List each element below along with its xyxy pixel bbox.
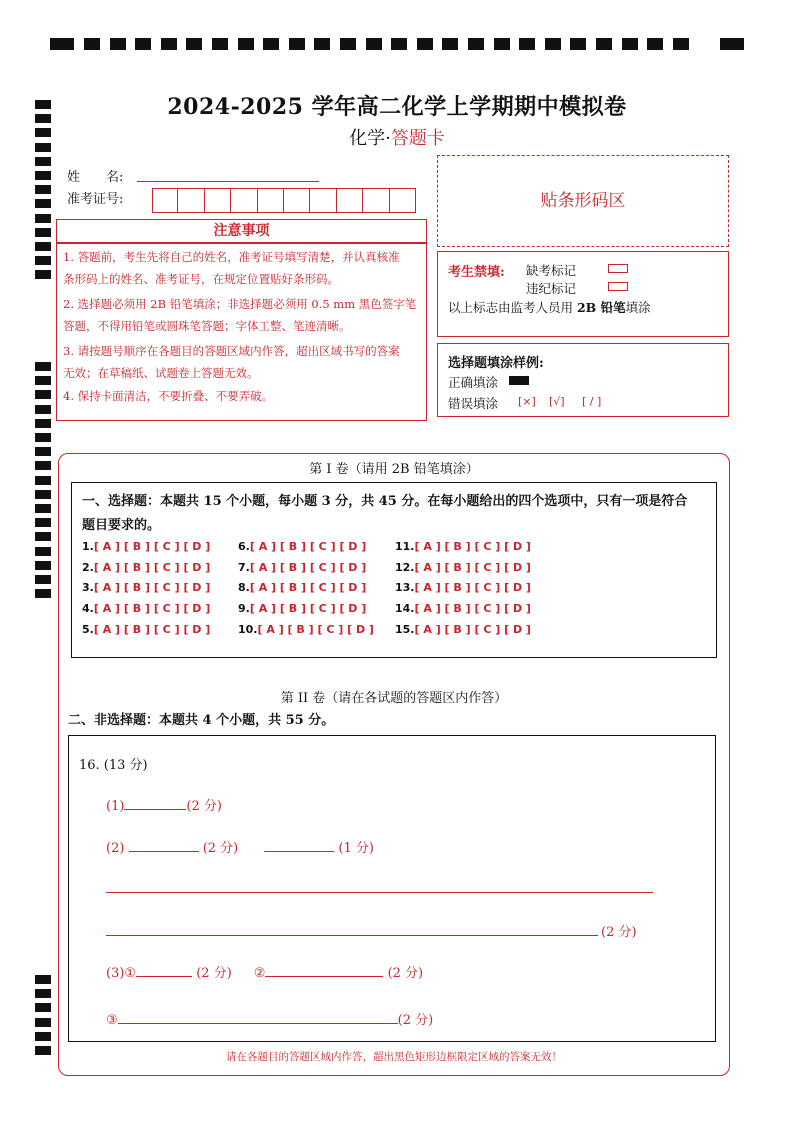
page-title: 2024-2025 学年高二化学上学期期中模拟卷 [167, 94, 627, 120]
timing-mark [35, 975, 51, 984]
timing-mark [570, 38, 586, 50]
q16-2-label: (2) [106, 841, 125, 856]
timing-mark [35, 199, 51, 208]
mc-options[interactable]: [ A ] [ B ] [ C ] [ D ] [414, 581, 531, 595]
timing-mark [35, 256, 51, 265]
exam-id-digit-box[interactable] [363, 188, 389, 213]
mc-options[interactable]: [ A ] [ B ] [ C ] [ D ] [93, 540, 211, 553]
timing-mark [340, 38, 356, 50]
mc-question-number: 7. [238, 560, 250, 574]
wrong-fill-mark-3: [ / ] [582, 395, 602, 408]
mc-options[interactable]: [ A ] [ B ] [ C ] [ D ] [257, 622, 374, 636]
mc-question-4[interactable] [82, 602, 210, 615]
q16-answer-3 [106, 962, 423, 981]
mc-question-number: 3. [82, 581, 94, 595]
timing-mark [35, 989, 51, 998]
notice-line: 1. 答题前，考生先将自己的姓名，准考证号填写清楚，并认真核准 [63, 250, 400, 264]
exam-id-digit-box[interactable] [390, 188, 416, 213]
wrong-fill-mark-1: [×] [518, 395, 536, 408]
top-timing-marks [50, 38, 744, 51]
timing-mark [391, 38, 407, 50]
q16-1-points: (2 分) [186, 799, 222, 814]
subtitle-card: 答题卡 [390, 128, 445, 149]
notice-line: 4. 保持卡面清洁，不要折叠、不要弄破。 [63, 389, 274, 403]
q16-3-blank-3[interactable] [118, 1011, 398, 1024]
part2-heading: 第 II 卷（请在各试题的答题区内作答） [280, 691, 508, 706]
barcode-label: 贴条形码区 [540, 191, 626, 211]
mc-options[interactable]: [ A ] [ B ] [ C ] [ D ] [414, 602, 531, 616]
q16-3-circle-3: ③ [106, 1013, 118, 1028]
exam-id-digit-box[interactable] [205, 188, 231, 213]
notice-box [56, 243, 427, 421]
correct-fill-mark [509, 376, 529, 385]
q16-3-blank-2[interactable] [265, 964, 383, 977]
timing-mark [35, 1018, 51, 1027]
timing-mark [238, 38, 254, 50]
q16-title: 16. (13 分) [79, 758, 148, 773]
mc-question-number: 14. [395, 602, 415, 616]
mc-options[interactable]: [ A ] [ B ] [ C ] [ D ] [249, 560, 367, 574]
mc-question-14[interactable] [395, 602, 531, 615]
timing-mark [161, 38, 177, 50]
violation-label: 违纪标记 [526, 281, 577, 296]
timing-mark [35, 561, 51, 570]
timing-mark [35, 532, 51, 541]
timing-mark [35, 376, 51, 385]
wrong-fill-mark-2: [√] [549, 395, 565, 408]
q16-2-points-a: (2 分) [202, 841, 239, 856]
name-label: 姓 名: [67, 170, 124, 185]
mc-question-number: 11. [395, 540, 415, 553]
wrong-fill-label: 错误填涂 [448, 396, 499, 411]
mc-question-5[interactable] [82, 623, 210, 636]
timing-mark [84, 38, 100, 50]
timing-mark [110, 38, 126, 50]
timing-mark [35, 1046, 51, 1055]
exam-id-digit-box[interactable] [337, 188, 363, 213]
q16-1-label: (1) [106, 799, 125, 814]
mc-question-number: 13. [395, 581, 415, 595]
mc-question-8[interactable] [238, 581, 366, 594]
timing-mark [35, 575, 51, 584]
mc-instruction-line2: 题目要求的。 [82, 518, 161, 533]
timing-mark [35, 242, 51, 251]
exam-id-digit-box[interactable] [258, 188, 284, 213]
prohibited-box [437, 251, 729, 337]
timing-mark [622, 38, 638, 50]
timing-mark [596, 38, 612, 50]
exam-id-digit-box[interactable] [178, 188, 204, 213]
timing-mark [35, 504, 51, 513]
notice-heading: 注意事项 [56, 219, 427, 243]
timing-mark [442, 38, 458, 50]
mc-question-10[interactable] [238, 623, 374, 636]
mc-options[interactable]: [ A ] [ B ] [ C ] [ D ] [414, 540, 531, 553]
footer-warning: 请在各题目的答题区域内作答，超出黑色矩形边框限定区域的答案无效！ [226, 1051, 562, 1063]
notice-line: 无效；在草稿纸、试题卷上答题无效。 [63, 366, 259, 380]
q16-answer-4 [106, 1009, 433, 1028]
q16-3-blank-1[interactable] [136, 964, 192, 977]
timing-mark [35, 461, 51, 470]
prohibited-note-bold: 2B 铅笔 [576, 300, 626, 315]
mc-question-number: 2. [82, 560, 94, 574]
notice-line: 条形码上的姓名、准考证号，在规定位置贴好条形码。 [63, 272, 339, 286]
mc-question-number: 4. [82, 602, 94, 616]
q16-2-line-points: (2 分) [601, 925, 637, 940]
q16-answer-2 [106, 837, 374, 856]
violation-mark-box[interactable] [608, 282, 628, 291]
question-16-answer-box[interactable] [68, 735, 716, 1042]
q16-3-points-3: (2 分) [397, 1013, 434, 1028]
mc-question-7[interactable] [238, 561, 366, 574]
timing-mark [35, 362, 51, 371]
mc-question-6[interactable] [238, 540, 366, 553]
q16-3-points-2: (2 分) [387, 966, 424, 981]
fill-sample-label: 选择题填涂样例: [448, 356, 544, 371]
timing-mark [519, 38, 535, 50]
mc-options[interactable]: [ A ] [ B ] [ C ] [ D ] [414, 622, 531, 636]
prohibited-label: 考生禁填: [448, 265, 505, 280]
timing-mark [35, 171, 51, 180]
barcode-area [437, 155, 729, 247]
mc-question-number: 15. [395, 622, 415, 636]
timing-mark [673, 38, 689, 50]
mc-question-1[interactable] [82, 540, 210, 553]
mc-question-15[interactable] [395, 623, 531, 636]
mc-question-number: 10. [238, 622, 258, 636]
timing-mark [35, 419, 51, 428]
mc-options[interactable]: [ A ] [ B ] [ C ] [ D ] [93, 560, 211, 574]
q16-3-circle-2: ② [253, 966, 266, 981]
mc-options[interactable]: [ A ] [ B ] [ C ] [ D ] [93, 622, 211, 636]
mc-question-9[interactable] [238, 602, 366, 615]
prohibited-note [448, 298, 651, 316]
exam-id-digit-box[interactable] [284, 188, 310, 213]
exam-id-digit-box[interactable] [310, 188, 336, 213]
q16-2-blank-a[interactable] [129, 839, 199, 852]
mc-question-number: 6. [238, 540, 250, 553]
exam-id-boxes[interactable] [152, 188, 416, 213]
timing-mark [545, 38, 561, 50]
timing-mark [35, 228, 51, 237]
left-timing-marks-lower [35, 975, 51, 1065]
timing-mark [135, 38, 151, 50]
notice-line: 2. 选择题必须用 2B 铅笔填涂；非选择题必须用 0.5 mm 黑色签字笔 [63, 297, 417, 311]
absent-mark-box[interactable] [608, 264, 628, 273]
exam-id-label: 准考证号: [67, 192, 124, 207]
mc-question-13[interactable] [395, 581, 531, 594]
correct-fill-label: 正确填涂 [448, 375, 499, 390]
name-input-line[interactable] [137, 181, 319, 182]
mc-question-number: 12. [395, 560, 415, 574]
timing-mark [35, 490, 51, 499]
mc-options[interactable]: [ A ] [ B ] [ C ] [ D ] [414, 560, 531, 574]
mc-question-number: 5. [82, 622, 94, 636]
prohibited-note-suffix: 填涂 [625, 300, 651, 315]
mc-instruction-line1: 一、选择题：本题共 15 个小题，每小题 3 分，共 45 分。在每小题给出的四个选项中，只有一项是符合 [82, 494, 688, 509]
q16-2-blank-b[interactable] [264, 839, 334, 852]
notice-line: 3. 请按题号顺序在各题目的答题区域内作答，超出区域书写的答案 [63, 344, 400, 358]
timing-mark [35, 518, 51, 527]
timing-mark [35, 1032, 51, 1041]
exam-id-digit-box[interactable] [231, 188, 257, 213]
timing-mark [263, 38, 279, 50]
timing-mark [417, 38, 433, 50]
q16-3-label: (3)① [106, 966, 137, 981]
q16-answer-1 [106, 795, 222, 814]
timing-mark [35, 589, 51, 598]
mc-options[interactable]: [ A ] [ B ] [ C ] [ D ] [249, 540, 367, 553]
q16-2-points-b: (1 分) [338, 841, 374, 856]
timing-mark [647, 38, 663, 50]
mc-question-11[interactable] [395, 540, 531, 553]
timing-mark [35, 405, 51, 414]
absent-label: 缺考标记 [526, 263, 577, 278]
timing-mark [35, 214, 51, 223]
mc-question-3[interactable] [82, 581, 210, 594]
timing-mark [50, 38, 74, 50]
timing-mark [35, 185, 51, 194]
part1-heading: 第 I 卷（请用 2B 铅笔填涂） [309, 462, 479, 477]
fill-sample-box [437, 343, 729, 417]
timing-mark [35, 390, 51, 399]
subtitle-subject: 化学· [349, 128, 391, 149]
left-timing-marks-upper [35, 100, 51, 600]
timing-mark [35, 447, 51, 456]
prohibited-note-prefix: 以上标志由监考人员用 [448, 300, 577, 315]
multiple-choice-box [71, 482, 717, 658]
mc-question-number: 8. [238, 581, 250, 595]
mc-options[interactable]: [ A ] [ B ] [ C ] [ D ] [249, 581, 367, 595]
part2-instruction: 二、非选择题：本题共 4 个小题，共 55 分。 [68, 713, 335, 728]
timing-mark [35, 157, 51, 166]
mc-question-number: 9. [238, 602, 250, 616]
timing-mark [468, 38, 484, 50]
q16-2-line-1[interactable] [106, 892, 653, 893]
mc-options[interactable]: [ A ] [ B ] [ C ] [ D ] [93, 602, 211, 616]
mc-options[interactable]: [ A ] [ B ] [ C ] [ D ] [249, 602, 367, 616]
page-subtitle [0, 124, 794, 150]
timing-mark [314, 38, 330, 50]
notice-line: 答题，不得用铅笔或圆珠笔答题；字体工整、笔迹清晰。 [63, 319, 351, 333]
q16-3-points-1: (2 分) [196, 966, 232, 981]
q16-1-blank[interactable] [124, 797, 186, 810]
q16-2-line-2[interactable] [106, 935, 598, 936]
timing-mark [35, 1003, 51, 1012]
timing-mark [186, 38, 202, 50]
mc-question-12[interactable] [395, 561, 531, 574]
mc-options[interactable]: [ A ] [ B ] [ C ] [ D ] [93, 581, 211, 595]
timing-mark [720, 38, 744, 50]
timing-mark [212, 38, 228, 50]
timing-mark [494, 38, 510, 50]
timing-mark [35, 476, 51, 485]
timing-mark [35, 270, 51, 279]
timing-mark [35, 433, 51, 442]
timing-mark [289, 38, 305, 50]
mc-question-2[interactable] [82, 561, 210, 574]
exam-id-digit-box[interactable] [152, 188, 178, 213]
timing-mark [366, 38, 382, 50]
timing-mark [35, 547, 51, 556]
mc-question-number: 1. [82, 540, 94, 553]
